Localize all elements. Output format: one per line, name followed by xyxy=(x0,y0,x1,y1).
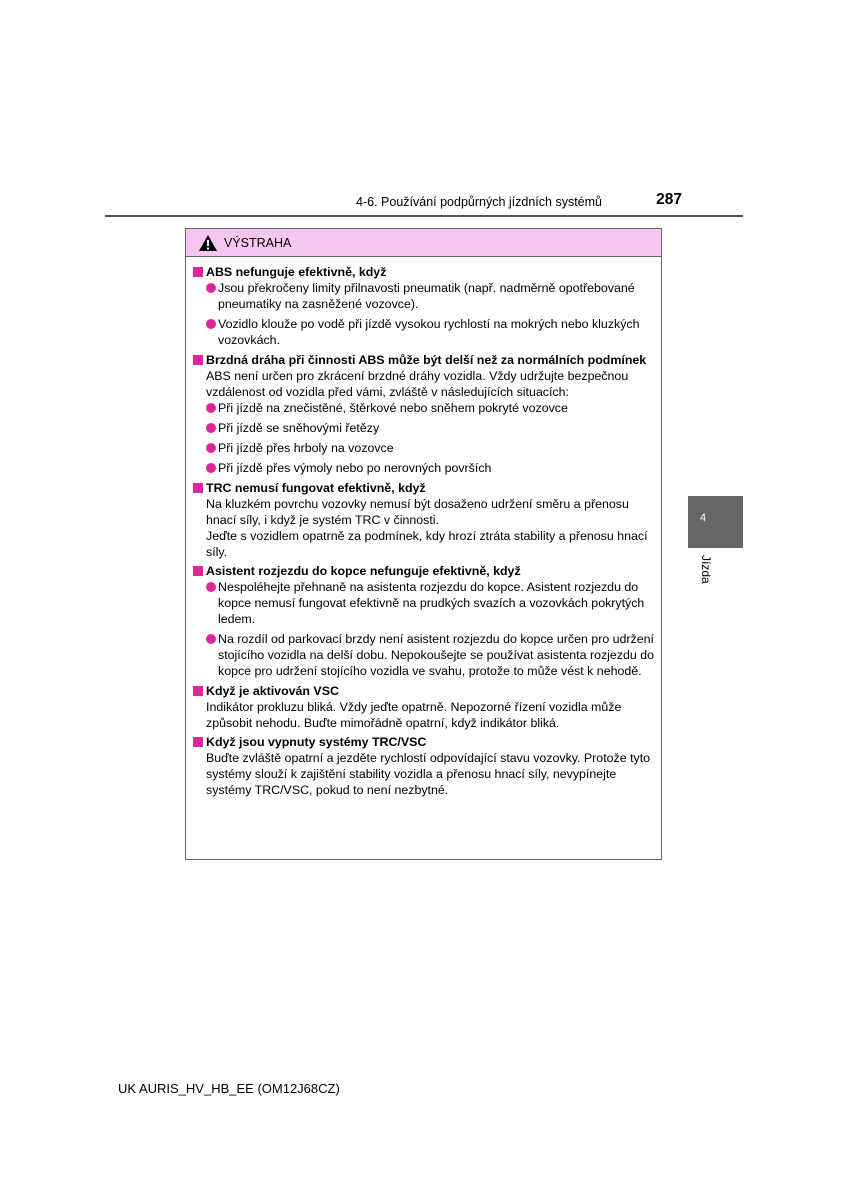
section-heading-text: ABS nefunguje efektivně, když xyxy=(206,265,387,279)
square-bullet-icon xyxy=(193,737,203,747)
section-paragraph: Indikátor prokluzu bliká. Vždy jeďte opatrně. Nepozorné řízení vozidla může způsobit nehodu. Buďte mimořádně opatrní, když indikátor bliká. xyxy=(206,700,622,730)
square-bullet-icon xyxy=(193,355,203,365)
square-bullet-icon xyxy=(193,566,203,576)
section-heading-text: Asistent rozjezdu do kopce nefunguje efektivně, když xyxy=(206,564,521,578)
section-paragraph: Buďte zvláště opatrní a jezděte rychlostí odpovídající stavu vozovky. Protože tyto systémy slouží k zajištění stability vozidla a přenosu hnací síly, nevypínejte systémy TRC/VSC, pokud to není nezbytné. xyxy=(206,751,651,797)
warning-section xyxy=(190,734,657,798)
circle-bullet-icon xyxy=(206,582,216,592)
bullet-text: Při jízdě přes hrboly na vozovce xyxy=(218,441,394,455)
circle-bullet-icon xyxy=(206,403,216,413)
bullet-item xyxy=(190,280,657,312)
square-bullet-icon xyxy=(193,686,203,696)
section-heading-text: Když je aktivován VSC xyxy=(206,684,339,698)
square-bullet-icon xyxy=(193,483,203,493)
warning-box xyxy=(185,228,662,860)
section-paragraph: ABS není určen pro zkrácení brzdné dráhy vozidla. Vždy udržujte bezpečnou vzdálenost od vozidla před vámi, zvláště v následujících situacích: xyxy=(206,369,629,399)
bullet-text: Nespoléhejte přehnaně na asistenta rozjezdu do kopce. Asistent rozjezdu do kopce nemusí fungovat efektivně na prudkých svazích a vozovkách pokrytých ledem. xyxy=(218,580,645,626)
bullet-item xyxy=(190,460,657,476)
circle-bullet-icon xyxy=(206,443,216,453)
warning-triangle-icon xyxy=(198,234,218,252)
bullet-text: Při jízdě na znečistěné, štěrkové nebo sněhem pokryté vozovce xyxy=(218,401,568,415)
section-heading-text: Brzdná dráha při činnosti ABS může být delší než za normálních podmínek xyxy=(206,353,647,367)
bullet-text: Při jízdě přes výmoly nebo po nerovných površích xyxy=(218,461,492,475)
warning-section xyxy=(190,352,657,476)
bullet-item xyxy=(190,631,657,679)
warning-section xyxy=(190,264,657,348)
section-title: 4-6. Používání podpůrných jízdních systémů xyxy=(356,195,602,209)
chapter-tab xyxy=(688,496,743,548)
section-heading xyxy=(190,264,657,280)
bullet-item xyxy=(190,579,657,627)
section-paragraph: Na kluzkém povrchu vozovky nemusí být dosaženo udržení směru a přenosu hnací síly, i když je systém TRC v činnosti. xyxy=(206,497,629,527)
section-heading-text: TRC nemusí fungovat efektivně, když xyxy=(206,481,426,495)
chapter-tab-number: 4 xyxy=(699,512,707,524)
section-heading xyxy=(190,563,657,579)
bullet-text: Jsou překročeny limity přilnavosti pneumatik (např. nadměrně opotřebované pneumatiky na zasněžené vozovce). xyxy=(218,281,635,311)
bullet-item xyxy=(190,420,657,436)
warning-section xyxy=(190,480,657,560)
header-rule xyxy=(105,215,743,217)
circle-bullet-icon xyxy=(206,283,216,293)
warning-title: VÝSTRAHA xyxy=(224,235,292,250)
bullet-item xyxy=(190,440,657,456)
circle-bullet-icon xyxy=(206,463,216,473)
warning-body xyxy=(186,264,661,801)
circle-bullet-icon xyxy=(206,634,216,644)
chapter-tab-label: Jízda xyxy=(699,555,713,584)
section-heading-text: Když jsou vypnuty systémy TRC/VSC xyxy=(206,735,427,749)
warning-header xyxy=(186,229,661,257)
section-heading xyxy=(190,480,657,496)
warning-section xyxy=(190,683,657,731)
bullet-text: Vozidlo klouže po vodě při jízdě vysokou rychlostí na mokrých nebo kluzkých vozovkách. xyxy=(218,317,640,347)
section-heading xyxy=(190,352,657,368)
page-number: 287 xyxy=(656,191,682,208)
bullet-item xyxy=(190,316,657,348)
circle-bullet-icon xyxy=(206,423,216,433)
document-code: UK AURIS_HV_HB_EE (OM12J68CZ) xyxy=(118,1081,340,1096)
circle-bullet-icon xyxy=(206,319,216,329)
bullet-text: Při jízdě se sněhovými řetězy xyxy=(218,421,380,435)
square-bullet-icon xyxy=(193,267,203,277)
section-heading xyxy=(190,683,657,699)
bullet-item xyxy=(190,400,657,416)
section-paragraph: Jeďte s vozidlem opatrně za podmínek, kdy hrozí ztráta stability a přenosu hnací síly. xyxy=(206,529,648,559)
warning-section xyxy=(190,563,657,679)
bullet-text: Na rozdíl od parkovací brzdy není asistent rozjezdu do kopce určen pro udržení stojícího vozidla na delší dobu. Nepokoušejte se používat asistenta rozjezdu do kopce pro udržení stojícího vozidla ve svahu, protože to může vést k nehodě. xyxy=(218,632,655,678)
section-heading xyxy=(190,734,657,750)
